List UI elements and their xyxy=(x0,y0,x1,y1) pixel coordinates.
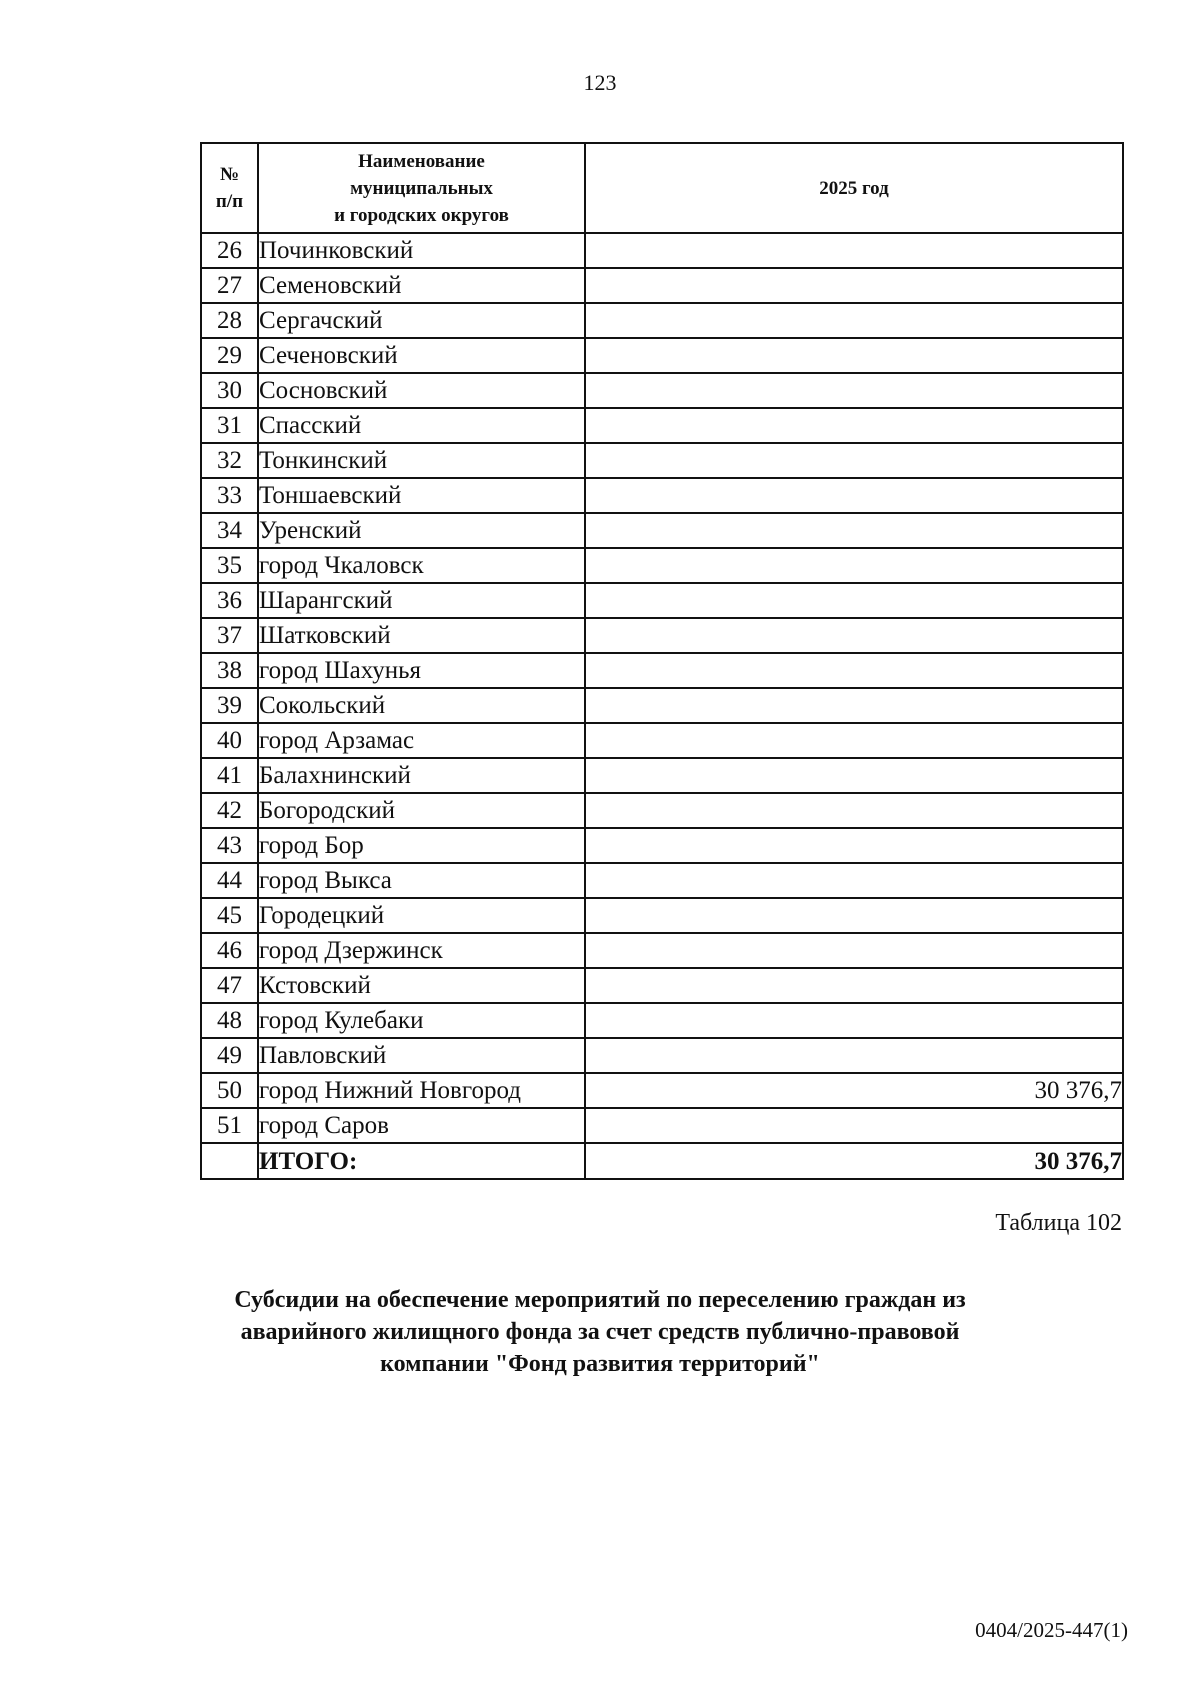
row-municipality-name: Павловский xyxy=(258,1038,585,1073)
table-row xyxy=(201,408,1123,443)
row-number: 34 xyxy=(201,513,258,548)
heading-line-1: Субсидии на обеспечение мероприятий по переселению граждан из xyxy=(234,1287,966,1313)
row-municipality-name: Уренский xyxy=(258,513,585,548)
table-row xyxy=(201,1038,1123,1073)
row-value-2025 xyxy=(585,443,1123,478)
row-municipality-name: Шатковский xyxy=(258,618,585,653)
row-number: 46 xyxy=(201,933,258,968)
row-value-2025 xyxy=(585,408,1123,443)
row-number: 37 xyxy=(201,618,258,653)
header-name-line-3: и городских округов xyxy=(334,204,509,226)
table-row xyxy=(201,373,1123,408)
row-municipality-name: город Арзамас xyxy=(258,723,585,758)
row-number: 32 xyxy=(201,443,258,478)
section-heading xyxy=(180,1284,1020,1380)
table-row xyxy=(201,653,1123,688)
table-row xyxy=(201,443,1123,478)
header-num-line-2: п/п xyxy=(215,191,244,212)
row-municipality-name: Семеновский xyxy=(258,268,585,303)
row-number: 47 xyxy=(201,968,258,1003)
table-row xyxy=(201,513,1123,548)
table-row xyxy=(201,233,1123,268)
table-label: Таблица 102 xyxy=(995,1210,1122,1236)
table-row xyxy=(201,793,1123,828)
table-header-row xyxy=(201,143,1123,233)
row-municipality-name: город Нижний Новгород xyxy=(258,1073,585,1108)
table-row xyxy=(201,548,1123,583)
row-number: 44 xyxy=(201,863,258,898)
row-number: 41 xyxy=(201,758,258,793)
total-num-cell xyxy=(201,1143,258,1179)
table-row xyxy=(201,1003,1123,1038)
row-value-2025 xyxy=(585,933,1123,968)
row-number: 45 xyxy=(201,898,258,933)
row-municipality-name: Богородский xyxy=(258,793,585,828)
row-value-2025 xyxy=(585,233,1123,268)
row-value-2025 xyxy=(585,373,1123,408)
row-number: 33 xyxy=(201,478,258,513)
table-row xyxy=(201,1108,1123,1143)
row-municipality-name: Тоншаевский xyxy=(258,478,585,513)
table-row xyxy=(201,478,1123,513)
row-value-2025 xyxy=(585,268,1123,303)
row-number: 27 xyxy=(201,268,258,303)
row-number: 31 xyxy=(201,408,258,443)
row-municipality-name: Сосновский xyxy=(258,373,585,408)
row-value-2025 xyxy=(585,863,1123,898)
row-municipality-name: город Выкса xyxy=(258,863,585,898)
row-number: 39 xyxy=(201,688,258,723)
total-value: 30 376,7 xyxy=(585,1143,1123,1179)
row-value-2025 xyxy=(585,968,1123,1003)
header-name-line-2: муниципальных xyxy=(350,177,493,199)
table-row xyxy=(201,303,1123,338)
row-municipality-name: Спасский xyxy=(258,408,585,443)
row-value-2025 xyxy=(585,1108,1123,1143)
row-municipality-name: Сергачский xyxy=(258,303,585,338)
row-number: 38 xyxy=(201,653,258,688)
row-municipality-name: Тонкинский xyxy=(258,443,585,478)
table-row xyxy=(201,268,1123,303)
row-value-2025 xyxy=(585,653,1123,688)
header-year: 2025 год xyxy=(585,143,1123,233)
row-value-2025 xyxy=(585,1003,1123,1038)
row-municipality-name: город Бор xyxy=(258,828,585,863)
row-value-2025 xyxy=(585,723,1123,758)
row-number: 50 xyxy=(201,1073,258,1108)
table-row xyxy=(201,758,1123,793)
row-municipality-name: Городецкий xyxy=(258,898,585,933)
row-value-2025 xyxy=(585,793,1123,828)
row-value-2025 xyxy=(585,513,1123,548)
row-municipality-name: город Саров xyxy=(258,1108,585,1143)
row-municipality-name: Кстовский xyxy=(258,968,585,1003)
row-number: 48 xyxy=(201,1003,258,1038)
header-num xyxy=(201,143,258,233)
table-body xyxy=(201,233,1123,1179)
total-label: ИТОГО: xyxy=(258,1143,585,1179)
row-municipality-name: город Чкаловск xyxy=(258,548,585,583)
row-number: 51 xyxy=(201,1108,258,1143)
row-value-2025 xyxy=(585,1038,1123,1073)
row-value-2025 xyxy=(585,758,1123,793)
table-row xyxy=(201,618,1123,653)
row-value-2025 xyxy=(585,548,1123,583)
row-municipality-name: Балахнинский xyxy=(258,758,585,793)
row-value-2025 xyxy=(585,618,1123,653)
row-number: 42 xyxy=(201,793,258,828)
row-municipality-name: город Шахунья xyxy=(258,653,585,688)
header-name-line-1: Наименование xyxy=(358,150,485,172)
subsidy-table xyxy=(200,142,1124,1180)
row-municipality-name: город Дзержинск xyxy=(258,933,585,968)
row-value-2025 xyxy=(585,338,1123,373)
table-row xyxy=(201,933,1123,968)
table-row xyxy=(201,898,1123,933)
table-row xyxy=(201,583,1123,618)
row-value-2025 xyxy=(585,583,1123,618)
row-municipality-name: Сокольский xyxy=(258,688,585,723)
table-row xyxy=(201,723,1123,758)
row-value-2025 xyxy=(585,898,1123,933)
row-value-2025 xyxy=(585,828,1123,863)
page-number: 123 xyxy=(583,70,617,95)
document-code: 0404/2025-447(1) xyxy=(975,1618,1128,1642)
row-value-2025 xyxy=(585,478,1123,513)
row-number: 40 xyxy=(201,723,258,758)
table-row xyxy=(201,338,1123,373)
total-row xyxy=(201,1143,1123,1179)
row-number: 30 xyxy=(201,373,258,408)
row-number: 36 xyxy=(201,583,258,618)
table-row xyxy=(201,828,1123,863)
row-number: 49 xyxy=(201,1038,258,1073)
table-row xyxy=(201,688,1123,723)
row-number: 35 xyxy=(201,548,258,583)
header-num-line-1: № xyxy=(219,164,240,185)
row-value-2025 xyxy=(585,303,1123,338)
row-value-2025: 30 376,7 xyxy=(585,1073,1123,1108)
row-municipality-name: Шарангский xyxy=(258,583,585,618)
row-municipality-name: Сеченовский xyxy=(258,338,585,373)
row-municipality-name: город Кулебаки xyxy=(258,1003,585,1038)
row-number: 29 xyxy=(201,338,258,373)
row-number: 26 xyxy=(201,233,258,268)
heading-line-3: компании "Фонд развития территорий" xyxy=(380,1351,820,1377)
table-row xyxy=(201,1073,1123,1108)
row-number: 28 xyxy=(201,303,258,338)
table-row xyxy=(201,968,1123,1003)
row-number: 43 xyxy=(201,828,258,863)
table-row xyxy=(201,863,1123,898)
header-name xyxy=(258,143,585,233)
row-municipality-name: Починковский xyxy=(258,233,585,268)
heading-line-2: аварийного жилищного фонда за счет средств публично-правовой xyxy=(240,1319,960,1345)
row-value-2025 xyxy=(585,688,1123,723)
